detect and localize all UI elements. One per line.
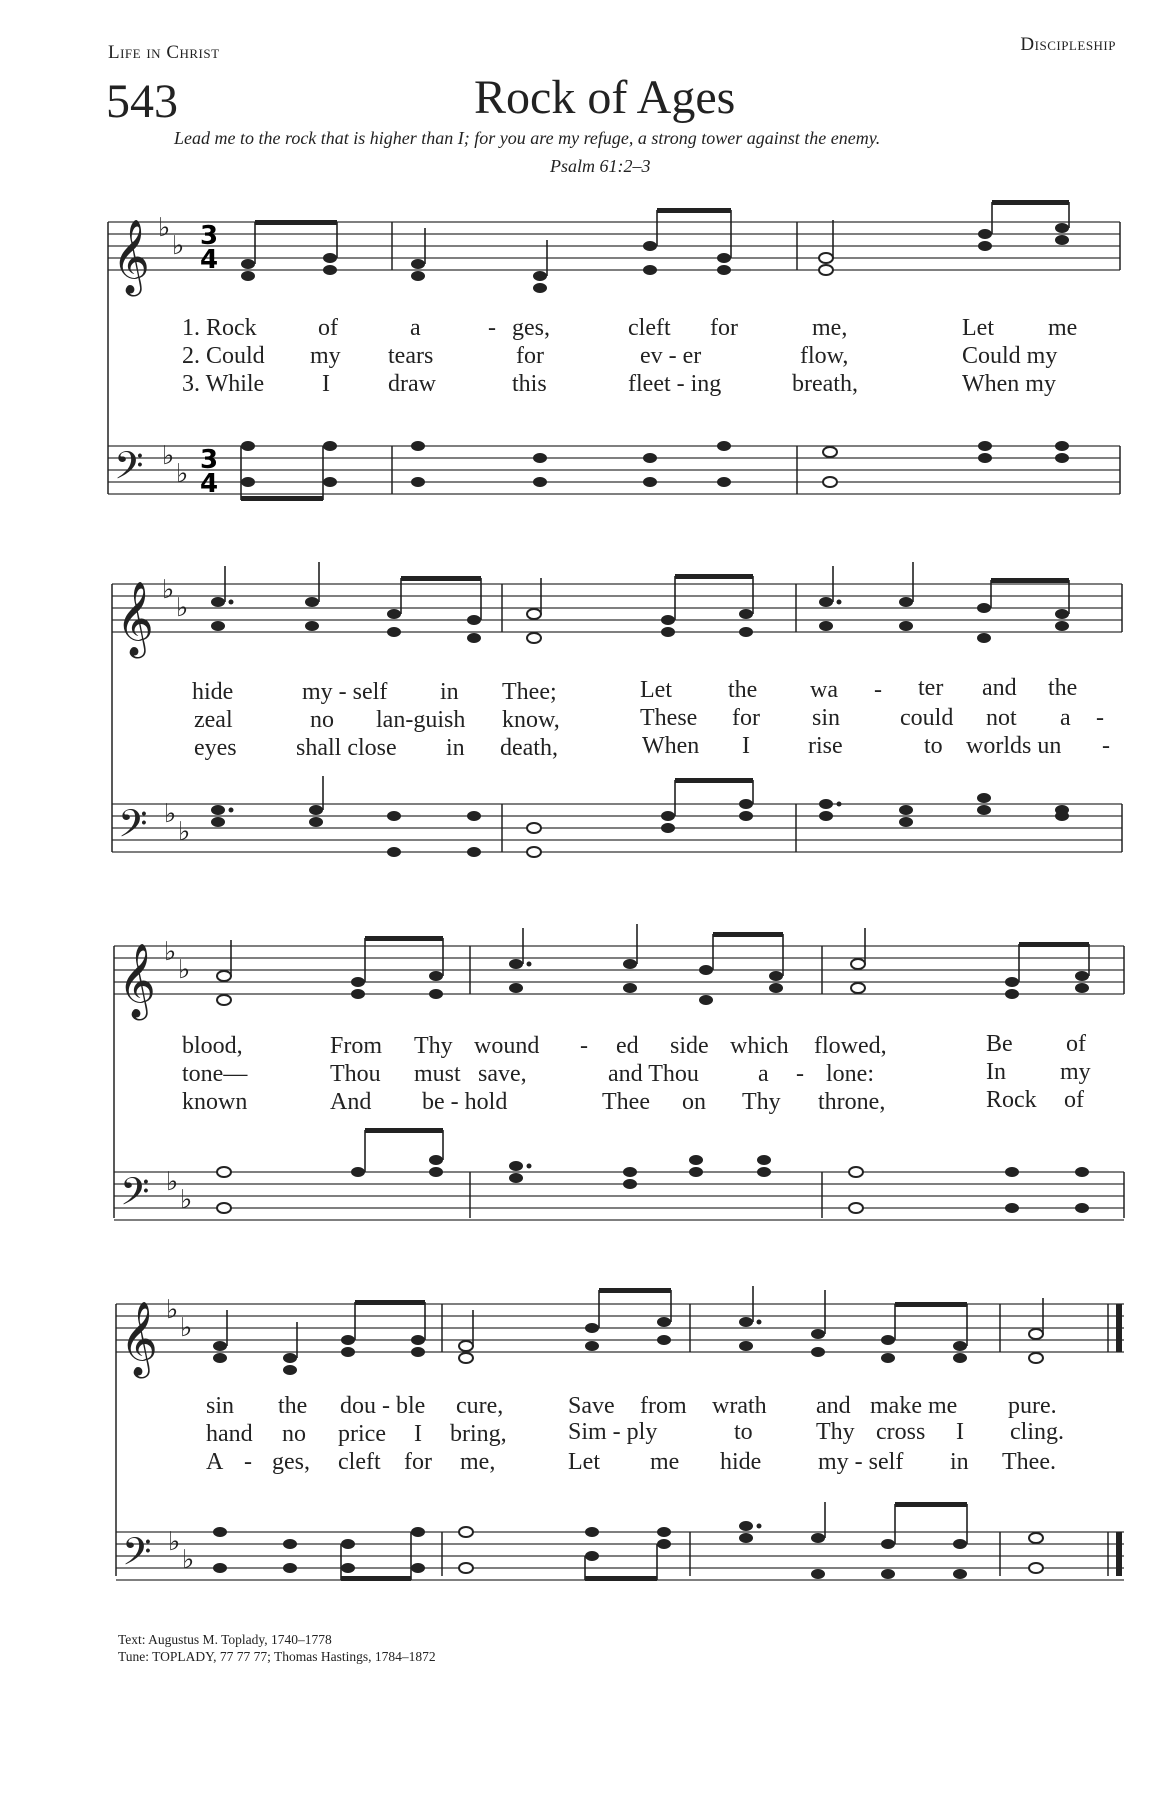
lyric: ed [616,1033,639,1059]
lyric: could [900,705,954,731]
lyric: sin [812,705,841,731]
lyric: throne, [818,1089,886,1115]
lyric: ter [918,675,944,701]
lyric: me, [812,315,848,341]
lyric: hand [206,1421,253,1447]
lyric: In [986,1059,1006,1085]
lyric: worlds un [966,733,1062,759]
lyric: for [516,343,544,369]
lyric: me [1048,315,1078,341]
lyric: 1. Rock [182,315,257,341]
lyric: ev - er [640,343,702,369]
lyric: I [742,733,750,759]
lyric: Thy [414,1033,453,1059]
lyric: this [512,371,547,397]
lyric: not [986,705,1017,731]
flat-icon: ♭ [168,1527,181,1556]
lyric: in [950,1449,969,1475]
treble-staff [116,1304,1124,1352]
lyric: fleet - ing [628,371,722,397]
lyric: for [732,705,760,731]
lyric: on [682,1089,706,1115]
lyric: Thee [602,1089,650,1115]
lyric: a [758,1061,769,1087]
lyric: blood, [182,1033,243,1059]
lyric: breath, [792,371,858,397]
lyric: side [670,1033,709,1059]
bass-staff [114,1172,1124,1220]
treble-clef-icon: 𝄞 [118,944,156,1018]
svg-text:3: 3 [200,221,219,251]
lyric: ges, [272,1449,310,1475]
flat-icon: ♭ [180,1185,193,1214]
lyric: lone: [826,1061,874,1087]
lyric: be - hold [422,1089,508,1115]
bass-staff [112,804,1122,852]
lyric: Thy [742,1089,781,1115]
lyric: from [640,1393,687,1419]
treble-notes [213,1286,1043,1375]
flat-icon: ♭ [172,231,185,260]
bass-staff [108,446,1120,494]
flat-icon: ♭ [164,799,177,828]
lyric: of [318,315,338,341]
section-label-left: Life in Christ [108,42,220,63]
lyric: death, [500,735,558,761]
flat-icon: ♭ [166,1295,179,1324]
flat-icon: ♭ [164,937,177,966]
lyric: - [1102,733,1110,759]
lyric: my - self [818,1449,904,1475]
bass-clef-icon: 𝄢 [122,1529,152,1583]
svg-text:3: 3 [200,445,219,475]
treble-staff [108,222,1120,270]
lyric: ges, [512,315,550,341]
hymn-number: 543 [106,75,178,128]
lyric: tears [388,343,434,369]
lyric: - [580,1033,588,1059]
lyric: Let [640,677,672,703]
scripture-citation: Psalm 61:2–3 [550,156,651,176]
lyric: to [924,733,943,759]
hymn-title: Rock of Ages [474,71,736,124]
lyric: dou - ble [340,1393,426,1419]
lyric: wrath [712,1393,767,1419]
bass-clef-icon: 𝄢 [114,443,144,497]
lyric: Thou [330,1061,381,1087]
svg-text:4: 4 [200,245,219,275]
lyric: the [728,677,758,703]
lyric: tone— [182,1061,248,1087]
lyric: 3. While [182,371,265,397]
lyric: I [414,1421,422,1447]
lyric: Thy [816,1419,855,1445]
section-label-right: Discipleship [1020,34,1116,55]
lyric: A [206,1449,224,1475]
flat-icon: ♭ [180,1313,193,1342]
lyric: save, [478,1061,527,1087]
bass-notes [213,1502,1043,1581]
lyric: wa [810,677,838,703]
treble-notes [217,924,1089,1005]
lyric: in [446,735,465,761]
bass-clef-icon: 𝄢 [118,801,148,855]
lyric: Let [568,1449,600,1475]
lyric: my [1060,1059,1091,1085]
bass-staff [116,1532,1124,1580]
lyric: Sim - ply [568,1419,658,1445]
lyric: These [640,705,698,731]
lyric: And [330,1089,372,1115]
lyric: - [796,1061,804,1087]
lyric: and [816,1393,851,1419]
tune-credit: Tune: TOPLADY, 77 77 77; Thomas Hastings, 1784–1872 [118,1648,436,1664]
lyric: - [1096,705,1104,731]
text-credit: Text: Augustus M. Toplady, 1740–1778 [118,1632,332,1647]
lyric: - [488,315,496,341]
lyric: cling. [1010,1419,1064,1445]
lyric: for [404,1449,432,1475]
lyric: my - self [302,679,388,705]
lyric: and [982,675,1017,701]
lyric: the [1048,675,1078,701]
treble-clef-icon: 𝄞 [112,220,150,294]
lyric: known [182,1089,248,1115]
lyric: flow, [800,343,849,369]
bass-notes [241,441,1069,501]
lyric: hide [720,1449,762,1475]
flat-icon: ♭ [166,1167,179,1196]
lyric: I [322,371,330,397]
lyric: in [440,679,459,705]
flat-icon: ♭ [158,213,171,242]
flat-icon: ♭ [162,441,175,470]
lyric: Thee. [1002,1449,1056,1475]
system-3-music [0,918,1150,1223]
lyric: draw [388,371,436,397]
lyric: wound [474,1033,540,1059]
credits [118,1632,436,1666]
lyric: zeal [194,707,233,733]
lyric: make me [870,1393,958,1419]
lyric: shall close [296,735,397,761]
lyric: Thee; [502,679,557,705]
lyric: I [956,1419,964,1445]
lyric: bring, [450,1421,507,1447]
lyric: a [1060,705,1071,731]
svg-text:4: 4 [200,469,219,499]
lyric: Rock [986,1087,1037,1113]
lyric: cleft [338,1449,381,1475]
flat-icon: ♭ [178,817,191,846]
lyric: my [310,343,341,369]
treble-clef-icon: 𝄞 [120,1302,158,1376]
lyric: From [330,1033,383,1059]
lyric: the [278,1393,308,1419]
treble-staff [112,584,1122,632]
lyric: me [650,1449,680,1475]
lyric: eyes [194,735,237,761]
lyric: must [414,1061,461,1087]
flat-icon: ♭ [176,459,189,488]
flat-icon: ♭ [176,593,189,622]
lyric: to [734,1419,753,1445]
lyric: sin [206,1393,235,1419]
lyric: 2. Could [182,343,265,369]
treble-clef-icon: 𝄞 [116,582,154,656]
lyric: no [310,707,334,733]
lyric: which [730,1033,789,1059]
lyric: - [874,677,882,703]
epigraph: Lead me to the rock that is higher than I; for you are my refuge, a strong tower against the enemy. [174,128,881,148]
lyric: Be [986,1031,1013,1057]
bass-notes [217,1128,1089,1213]
lyric: - [244,1449,252,1475]
flat-icon: ♭ [178,955,191,984]
treble-notes [211,562,1069,643]
lyric: flowed, [814,1033,887,1059]
lyric: hide [192,679,234,705]
lyric: lan-guish [376,707,466,733]
lyric: of [1066,1031,1086,1057]
lyric: When [642,733,700,759]
lyric: a [410,315,421,341]
lyric: know, [502,707,560,733]
lyric: Let [962,315,994,341]
lyric: no [282,1421,306,1447]
flat-icon: ♭ [162,575,175,604]
flat-icon: ♭ [182,1545,195,1574]
lyric: of [1064,1087,1084,1113]
lyric: rise [808,733,843,759]
lyric: price [338,1421,386,1447]
bass-clef-icon: 𝄢 [120,1169,150,1223]
lyric: cross [876,1419,926,1445]
system-2-music [0,556,1150,856]
lyric: Could my [962,343,1058,369]
lyric: pure. [1008,1393,1057,1419]
lyric: me, [460,1449,496,1475]
lyric: cleft [628,315,671,341]
lyric: cure, [456,1393,504,1419]
lyric: for [710,315,738,341]
lyric: When my [962,371,1056,397]
treble-staff [114,946,1124,994]
lyric: Save [568,1393,615,1419]
lyric: and Thou [608,1061,699,1087]
